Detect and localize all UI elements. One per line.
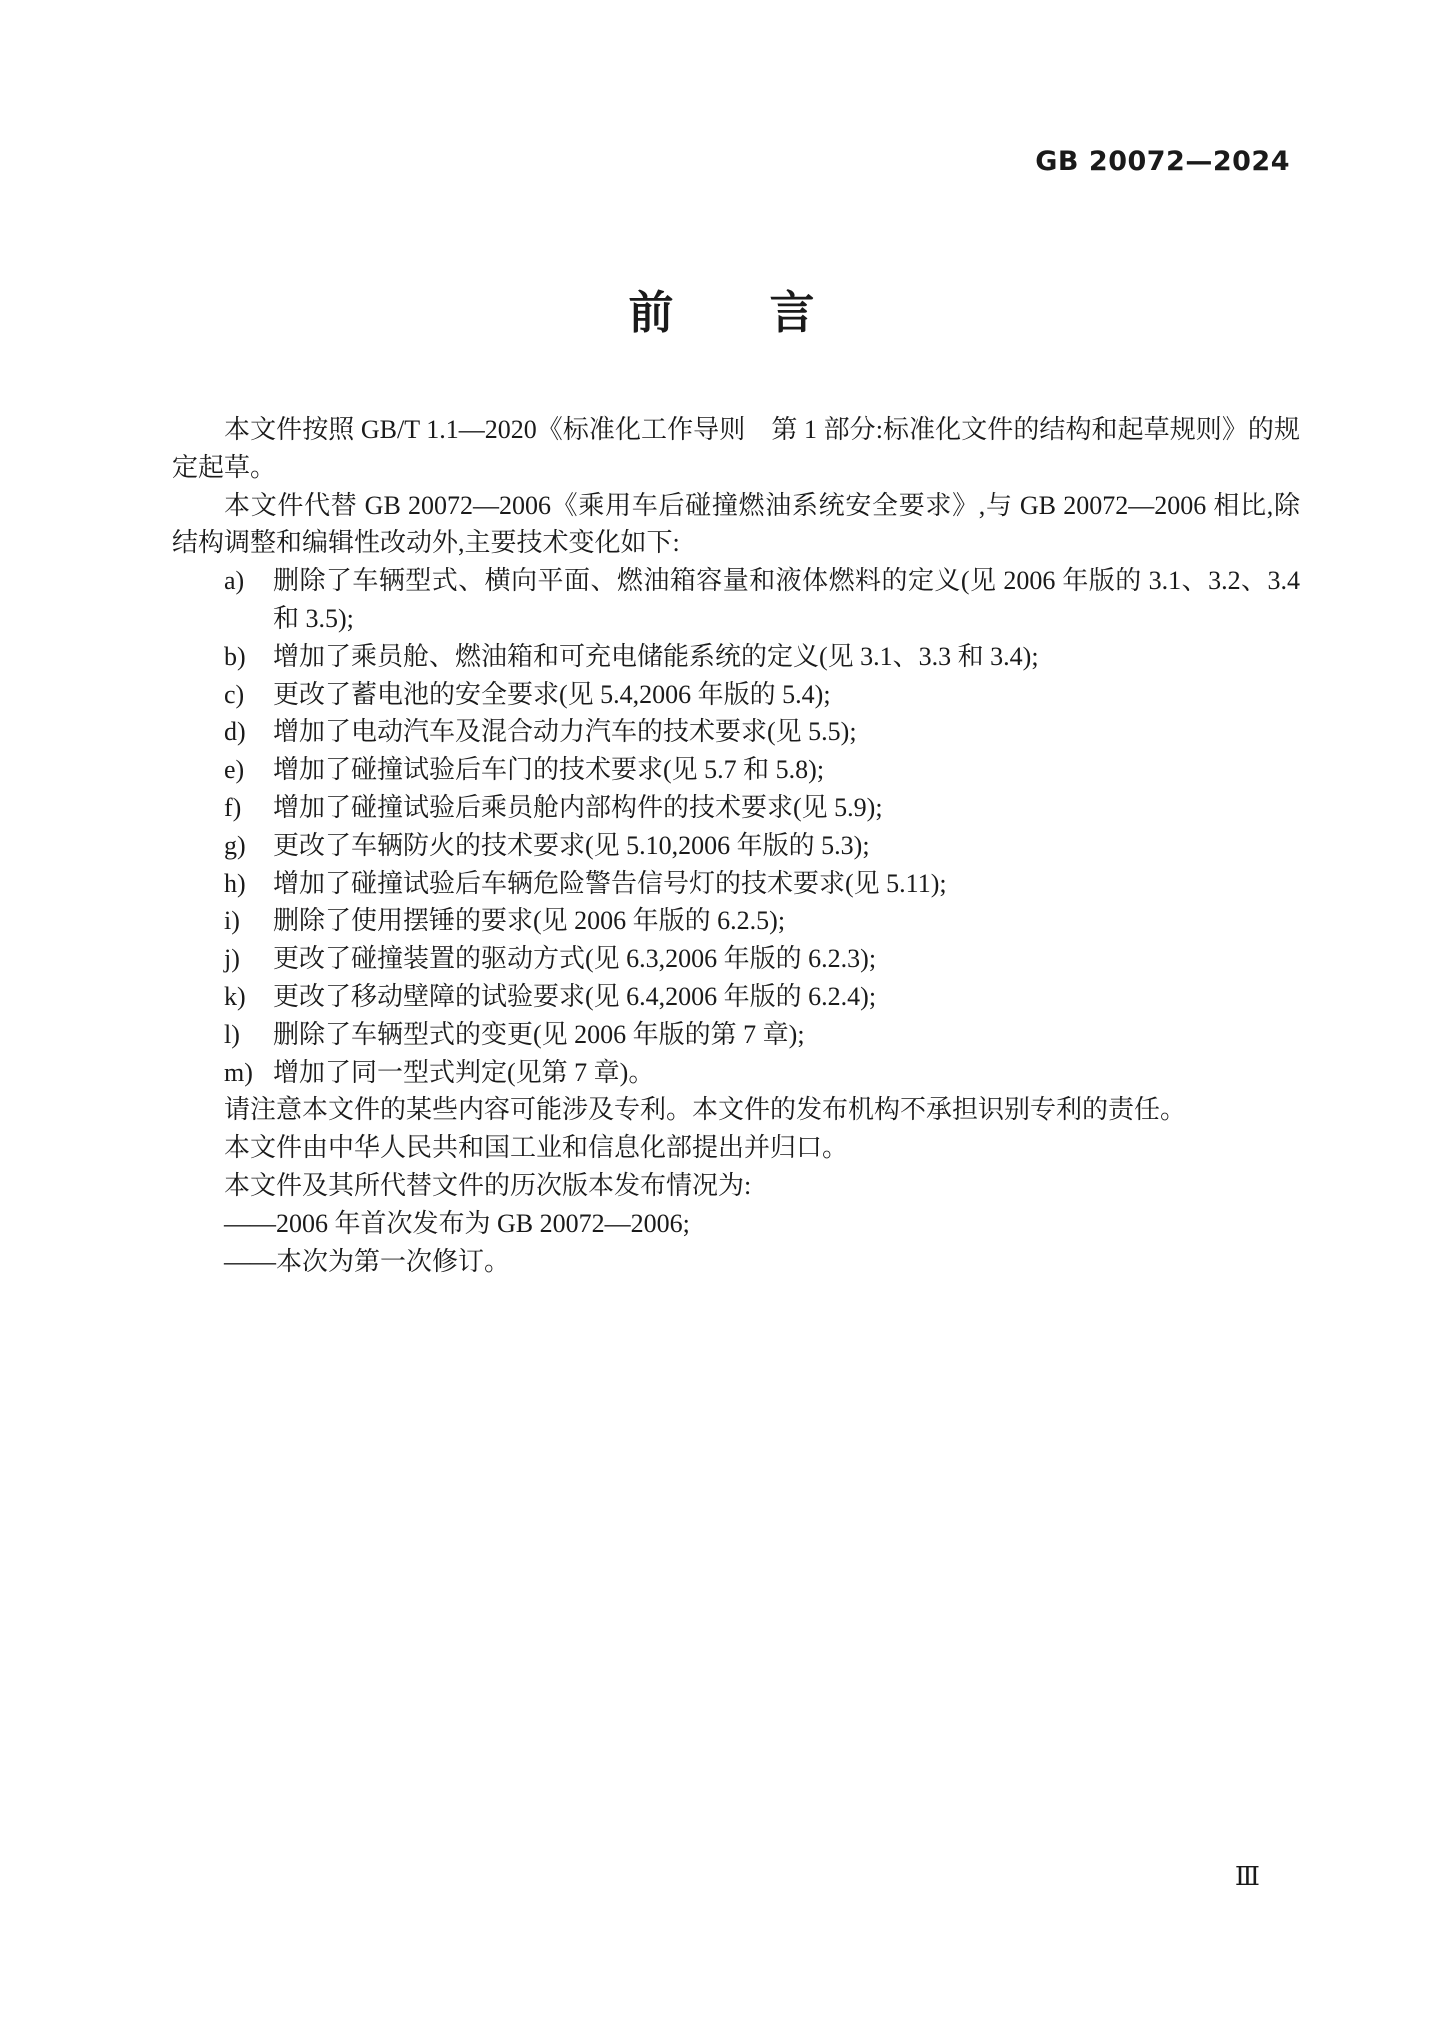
change-label: h)	[224, 868, 246, 898]
change-text: 增加了碰撞试验后车门的技术要求(见 5.7 和 5.8);	[273, 755, 825, 785]
standard-code: GB 20072—2024	[1035, 146, 1290, 177]
page-title: 前 言	[628, 286, 817, 339]
change-label: j)	[224, 944, 240, 974]
change-text: 删除了车辆型式、横向平面、燃油箱容量和液体燃料的定义(见 2006 年版的 3.1、3.2、3.4 和 3.5);	[273, 566, 1300, 633]
change-text: 增加了乘员舱、燃油箱和可充电储能系统的定义(见 3.1、3.3 和 3.4);	[273, 641, 1039, 671]
change-item	[172, 789, 1300, 827]
paragraph-scope: 本文件按照 GB/T 1.1—2020《标准化工作导则 第 1 部分:标准化文件的结构和起草规则》的规定起草。	[172, 415, 1300, 482]
page-number: Ⅲ	[1234, 1862, 1260, 1891]
paragraph-issuing-body: 本文件由中华人民共和国工业和信息化部提出并归口。	[224, 1133, 849, 1163]
change-item	[172, 827, 1300, 865]
paragraph-version-history-intro: 本文件及其所代替文件的历次版本发布情况为:	[224, 1170, 752, 1200]
version-history-item-first-issue: ——2006 年首次发布为 GB 20072—2006;	[224, 1208, 690, 1238]
change-label: m)	[224, 1057, 253, 1087]
change-text: 更改了碰撞装置的驱动方式(见 6.3,2006 年版的 6.2.3);	[273, 944, 877, 974]
change-label: i)	[224, 906, 240, 936]
change-item	[172, 562, 1300, 638]
change-item	[172, 940, 1300, 978]
change-label: g)	[224, 830, 246, 860]
change-text: 删除了车辆型式的变更(见 2006 年版的第 7 章);	[273, 1019, 805, 1049]
change-label: c)	[224, 679, 245, 709]
change-label: k)	[224, 981, 246, 1011]
change-text: 更改了移动壁障的试验要求(见 6.4,2006 年版的 6.2.4);	[273, 981, 877, 1011]
change-item	[172, 1054, 1300, 1092]
change-item	[172, 638, 1300, 676]
change-text: 增加了碰撞试验后乘员舱内部构件的技术要求(见 5.9);	[273, 792, 883, 822]
paragraph-patent-notice: 请注意本文件的某些内容可能涉及专利。本文件的发布机构不承担识别专利的责任。	[224, 1095, 1187, 1125]
change-label: a)	[224, 566, 245, 596]
change-label: d)	[224, 717, 246, 747]
change-text: 增加了碰撞试验后车辆危险警告信号灯的技术要求(见 5.11);	[273, 868, 947, 898]
change-item	[172, 1016, 1300, 1054]
change-item	[172, 751, 1300, 789]
change-label: b)	[224, 641, 246, 671]
change-text: 增加了电动汽车及混合动力汽车的技术要求(见 5.5);	[273, 717, 857, 747]
change-text: 更改了车辆防火的技术要求(见 5.10,2006 年版的 5.3);	[273, 830, 870, 860]
change-item	[172, 978, 1300, 1016]
change-label: e)	[224, 755, 245, 785]
version-history-item-revision: ——本次为第一次修订。	[224, 1246, 511, 1276]
change-item	[172, 713, 1300, 751]
paragraph-replacement: 本文件代替 GB 20072—2006《乘用车后碰撞燃油系统安全要求》,与 GB 20072—2006 相比,除结构调整和编辑性改动外,主要技术变化如下:	[172, 490, 1300, 558]
change-text: 增加了同一型式判定(见第 7 章)。	[273, 1057, 655, 1087]
change-label: l)	[224, 1019, 240, 1049]
change-item	[172, 865, 1300, 903]
change-item	[172, 676, 1300, 714]
change-item	[172, 902, 1300, 940]
change-label: f)	[224, 792, 242, 822]
foreword-body	[172, 411, 1300, 1280]
change-text: 删除了使用摆锤的要求(见 2006 年版的 6.2.5);	[273, 906, 786, 936]
change-text: 更改了蓄电池的安全要求(见 5.4,2006 年版的 5.4);	[273, 679, 831, 709]
